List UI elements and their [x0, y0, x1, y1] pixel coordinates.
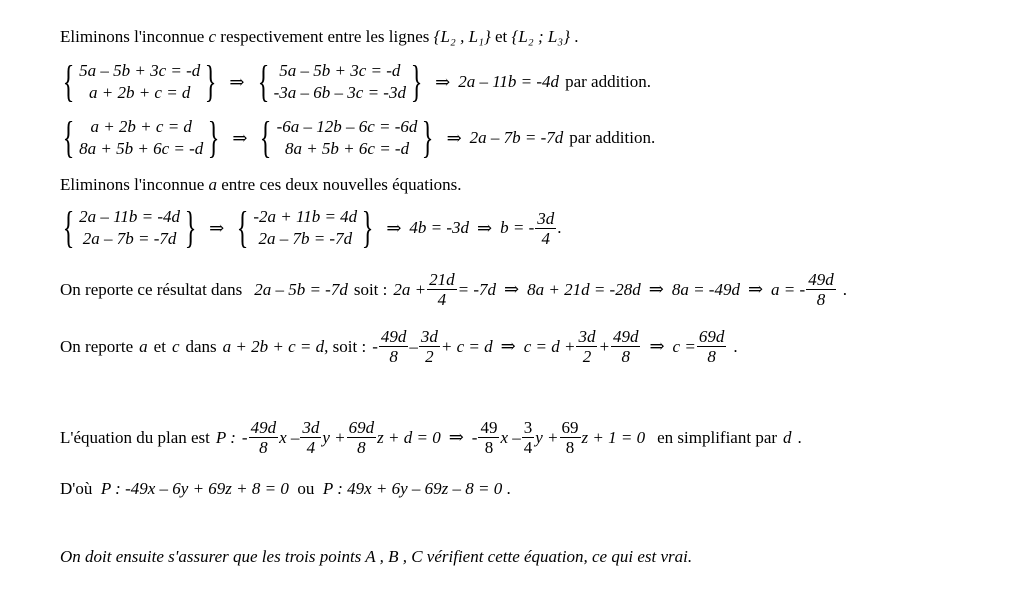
eq: -3a – 6b – 3c = -3d	[273, 83, 406, 102]
eq: a + 2b + c = d	[90, 117, 192, 136]
text: D'où	[60, 479, 93, 498]
var: d	[783, 427, 792, 447]
intro-text-a: Eliminons l'inconnue	[60, 27, 209, 46]
eq: 8a + 5b + 6c = -d	[79, 139, 204, 158]
fraction: $\frac{69d}{8}$	[698, 327, 725, 366]
brace-open: {	[236, 203, 249, 252]
fraction: $\frac{3d}{2}$	[420, 327, 438, 366]
brace-close: }	[184, 203, 197, 252]
system-1-result: 2a – 11b = -4d	[458, 72, 560, 91]
implies-arrow: ⇒	[435, 71, 451, 92]
fraction: $\frac{49}{8}$	[480, 418, 498, 457]
brace-close: }	[208, 113, 220, 162]
expr: x –	[500, 427, 521, 447]
system-3	[58, 203, 562, 252]
expr: y +	[535, 427, 559, 447]
eq: 2a – 5b = -7d	[254, 279, 348, 299]
expr: -	[471, 427, 478, 447]
soit: , soit :	[324, 336, 367, 356]
intro-text-b: respectivement entre les lignes	[216, 27, 434, 46]
text: L'équation du plan est	[60, 427, 210, 447]
expr: 8a + 21d = -28d	[527, 279, 641, 299]
text: ou	[297, 479, 315, 498]
var: c	[171, 336, 180, 356]
expr: + c = d	[440, 336, 493, 356]
system-1-right	[253, 57, 428, 106]
fraction: $\frac{3d}{4}$	[302, 418, 320, 457]
implies-arrow: ⇒	[504, 279, 520, 299]
var: a	[139, 336, 148, 356]
intro-line	[60, 27, 579, 47]
text: en simplifiant par	[657, 427, 778, 447]
implies-arrow: ⇒	[448, 427, 464, 447]
expr: P : -49x – 6y + 69z + 8 = 0	[100, 479, 289, 498]
brace-close: }	[422, 113, 434, 162]
eq: -2a + 11b = 4d	[253, 207, 358, 226]
eq: 8a + 5b + 6c = -d	[284, 139, 410, 158]
implies-arrow: ⇒	[209, 217, 225, 238]
plane-equation-line	[60, 418, 802, 457]
fraction: $\frac{49d}{8}$	[250, 418, 277, 457]
system-1	[58, 57, 651, 106]
expr: +	[598, 336, 610, 356]
intro-var: c	[208, 27, 217, 46]
expr: –	[409, 336, 418, 356]
expr: y +	[322, 427, 346, 447]
brace-close: }	[205, 57, 217, 106]
fraction: $\frac{49d}{8}$	[380, 327, 407, 366]
implies-arrow: ⇒	[229, 71, 245, 92]
soit: soit :	[353, 279, 388, 299]
end: .	[797, 427, 802, 447]
end: .	[557, 218, 562, 237]
expr: a = -	[771, 279, 806, 299]
expr: -	[241, 427, 248, 447]
brace-open: {	[62, 113, 75, 162]
eq: 5a – 5b + 3c = -d	[79, 61, 201, 80]
eq: a + 2b + c = d	[222, 336, 325, 356]
system-3-right	[232, 203, 378, 252]
end: .	[733, 336, 738, 356]
intro-end: .	[570, 27, 579, 46]
fraction: $\frac{69}{8}$	[561, 418, 579, 457]
implies-arrow: ⇒	[477, 217, 493, 238]
system-1-note: par addition.	[565, 72, 651, 91]
brace-open: {	[260, 113, 272, 162]
eq: 2a – 7b = -7d	[82, 229, 177, 248]
implies-arrow: ⇒	[747, 279, 764, 299]
fraction: $\frac{3d}{2}$	[578, 327, 596, 366]
final-equation-line	[60, 479, 511, 499]
end: .	[506, 479, 511, 498]
system-3-left	[58, 203, 201, 252]
system-2-note: par addition.	[569, 128, 656, 147]
text: On doit ensuite s'assurer que les trois points A , B , C vérifient cette équation, ce qui est vrai.	[60, 547, 693, 566]
expr: 2a +	[393, 279, 427, 299]
report-ac-line	[60, 327, 738, 366]
text: et	[153, 336, 166, 356]
end: .	[842, 279, 847, 299]
brace-open: {	[62, 203, 75, 252]
expr: x –	[279, 427, 300, 447]
fraction: $\frac{69d}{8}$	[348, 418, 375, 457]
eq: 2a – 7b = -7d	[258, 229, 353, 248]
expr: P :	[215, 427, 236, 447]
eq: 2a – 11b = -4d	[79, 207, 180, 226]
implies-arrow: ⇒	[649, 336, 665, 356]
text: entre ces deux nouvelles équations.	[217, 175, 462, 194]
intro-set1: {L₂ , L₁}	[433, 27, 491, 46]
brace-close: }	[410, 57, 423, 106]
b-eq: b = -	[500, 218, 535, 237]
expr: = -7d	[457, 279, 497, 299]
expr: 8a = -49d	[671, 279, 740, 299]
brace-open: {	[257, 57, 269, 106]
intro-et: et	[490, 27, 512, 46]
system-1-left	[58, 57, 221, 106]
system-2	[58, 113, 656, 162]
implies-arrow: ⇒	[648, 279, 664, 299]
expr: -	[372, 336, 378, 356]
implies-arrow: ⇒	[232, 127, 248, 148]
fraction: $\frac{3d}{4}$	[537, 208, 555, 248]
report-b-line	[60, 270, 847, 309]
expr: z + d = 0	[377, 427, 441, 447]
system-2-result: 2a – 7b = -7d	[469, 128, 564, 147]
text: Eliminons l'inconnue	[60, 175, 209, 194]
text: On reporte	[60, 336, 134, 356]
expr: c = d +	[523, 336, 576, 356]
system-3-result: 4b = -3d	[409, 218, 470, 237]
fraction: $\frac{49d}{8}$	[612, 327, 639, 366]
brace-open: {	[62, 57, 75, 106]
expr: P : 49x + 6y – 69z – 8 = 0	[322, 479, 503, 498]
text: On reporte ce résultat dans	[60, 279, 243, 299]
eliminate-a-line	[60, 175, 462, 195]
brace-close: }	[361, 203, 374, 252]
eq: 5a – 5b + 3c = -d	[279, 61, 401, 80]
verification-note	[60, 547, 692, 567]
system-2-right	[255, 113, 438, 162]
fraction: $\frac{49d}{8}$	[808, 270, 834, 309]
eq: -6a – 12b – 6c = -6d	[276, 117, 418, 136]
intro-set2: {L₂ ; L₃}	[511, 27, 571, 46]
system-2-left	[58, 113, 224, 162]
fraction: $\frac{3}{4}$	[523, 418, 533, 457]
text: dans	[185, 336, 217, 356]
implies-arrow: ⇒	[446, 127, 462, 148]
implies-arrow: ⇒	[386, 217, 402, 238]
expr: c =	[672, 336, 696, 356]
var: a	[208, 175, 217, 194]
eq: a + 2b + c = d	[88, 83, 191, 102]
implies-arrow: ⇒	[500, 336, 516, 356]
expr: z + 1 = 0	[581, 427, 646, 447]
fraction: $\frac{21d}{4}$	[429, 270, 455, 309]
